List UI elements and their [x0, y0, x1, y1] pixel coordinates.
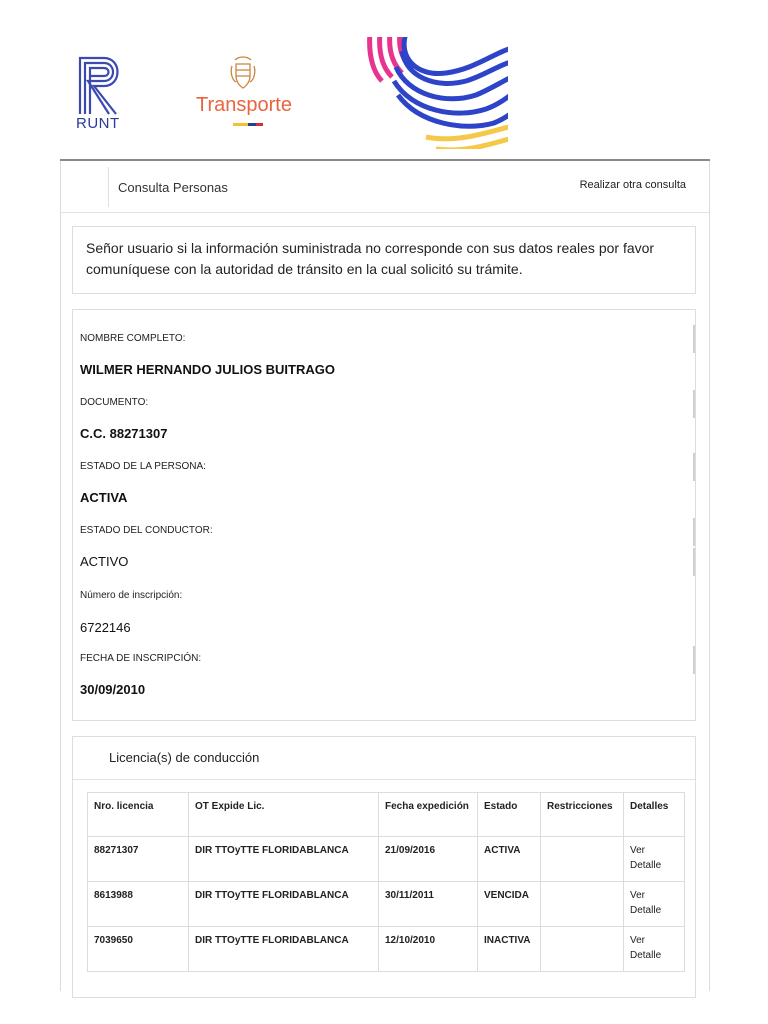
license-number: 7039650: [88, 927, 189, 972]
coat-of-arms-icon: [230, 56, 256, 92]
view-detail-link[interactable]: Ver Detalle: [624, 927, 685, 972]
license-status: ACTIVA: [478, 837, 541, 882]
license-ot: DIR TTOyTTE FLORIDABLANCA: [189, 927, 379, 972]
license-status: INACTIVA: [478, 927, 541, 972]
decorative-waves-graphic: [366, 37, 508, 149]
column-header: Estado: [478, 793, 541, 837]
license-ot: DIR TTOyTTE FLORIDABLANCA: [189, 837, 379, 882]
header-divider: [108, 167, 109, 207]
transporte-wordmark: Transporte: [196, 94, 292, 116]
notice-text: Señor usuario si la información suministrada no corresponde con sus datos reales por favor comuníquese con la autoridad de tránsito en la cual solicitó su trámite.: [86, 240, 655, 277]
side-mark: [693, 518, 695, 546]
side-mark: [693, 453, 695, 481]
table-row: [88, 837, 685, 882]
nombre-label: NOMBRE COMPLETO:: [80, 333, 186, 344]
table-header-row: [88, 793, 685, 837]
column-header: OT Expide Lic.: [189, 793, 379, 837]
column-header: Detalles: [624, 793, 685, 837]
side-mark: [693, 390, 695, 418]
inscripcion-label: Número de inscripción:: [80, 590, 183, 601]
consulta-header: [60, 161, 709, 213]
table-row: [88, 927, 685, 972]
nombre-value: WILMER HERNANDO JULIOS BUITRAGO: [80, 362, 335, 377]
view-detail-link[interactable]: Ver Detalle: [624, 837, 685, 882]
colombia-flag-stripe: [233, 123, 263, 126]
fecha-inscripcion-value: 30/09/2010: [80, 682, 146, 697]
other-query-link[interactable]: Realizar otra consulta: [579, 179, 686, 191]
license-restrictions: [541, 837, 624, 882]
documento-label: DOCUMENTO:: [80, 397, 149, 408]
column-header: Restricciones: [541, 793, 624, 837]
documento-value: C.C. 88271307: [80, 426, 168, 441]
license-number: 8613988: [88, 882, 189, 927]
column-header: Nro. licencia: [88, 793, 189, 837]
estado-persona-value: ACTIVA: [80, 490, 128, 505]
license-restrictions: [541, 927, 624, 972]
licenses-title: Licencia(s) de conducción: [109, 750, 260, 765]
side-mark: [693, 646, 695, 674]
table-row: [88, 882, 685, 927]
license-restrictions: [541, 882, 624, 927]
person-info-box: [72, 309, 696, 721]
inscripcion-value: 6722146: [80, 620, 131, 635]
side-mark: [693, 325, 695, 353]
estado-persona-label: ESTADO DE LA PERSONA:: [80, 461, 206, 472]
runt-wordmark: RUNT: [76, 115, 120, 132]
license-number: 88271307: [88, 837, 189, 882]
license-ot: DIR TTOyTTE FLORIDABLANCA: [189, 882, 379, 927]
license-date: 21/09/2016: [379, 837, 478, 882]
estado-conductor-value: ACTIVO: [80, 554, 129, 569]
page-title: Consulta Personas: [118, 180, 228, 195]
license-date: 30/11/2011: [379, 882, 478, 927]
license-date: 12/10/2010: [379, 927, 478, 972]
view-detail-link[interactable]: Ver Detalle: [624, 882, 685, 927]
side-mark: [693, 548, 695, 576]
column-header: Fecha expedición: [379, 793, 478, 837]
transporte-logo: [196, 56, 306, 136]
license-status: VENCIDA: [478, 882, 541, 927]
licenses-box: [72, 736, 696, 998]
notice-box: [72, 226, 696, 294]
licenses-header: [73, 737, 695, 780]
fecha-inscripcion-label: FECHA DE INSCRIPCIÓN:: [80, 653, 202, 664]
estado-conductor-label: ESTADO DEL CONDUCTOR:: [80, 525, 213, 536]
licenses-table: [87, 792, 685, 972]
